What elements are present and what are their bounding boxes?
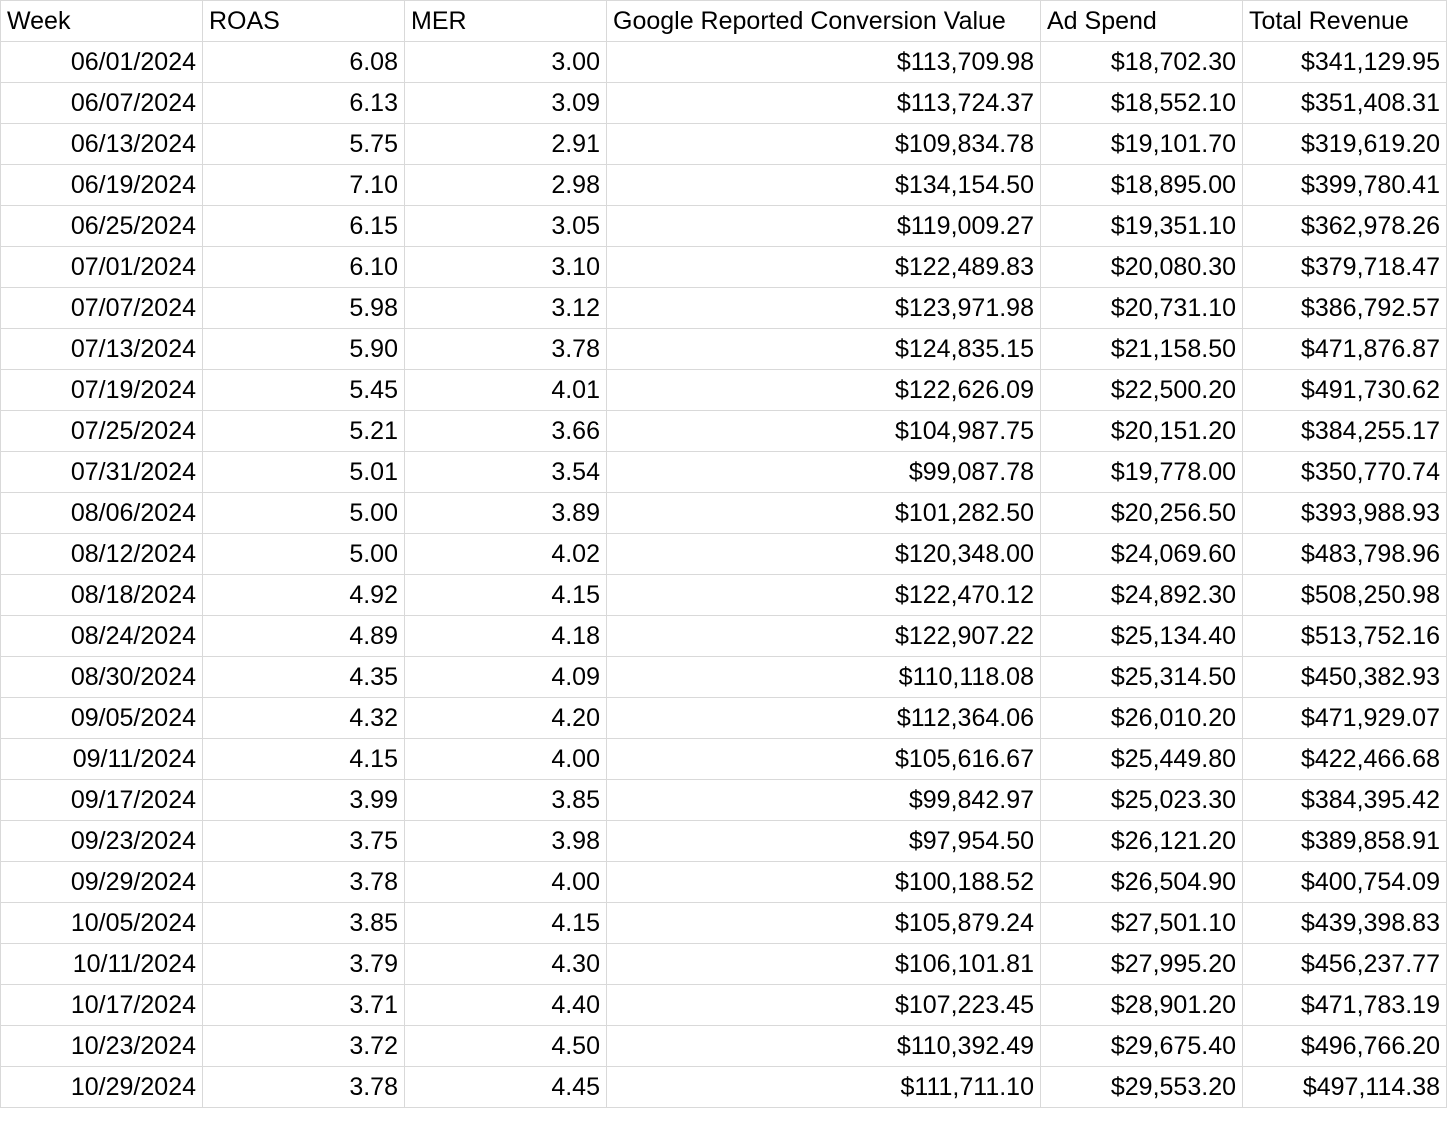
ad-spend-cell[interactable]: $20,731.10 bbox=[1041, 288, 1243, 329]
table-row bbox=[1, 739, 1447, 780]
ad-spend-cell[interactable]: $25,449.80 bbox=[1041, 739, 1243, 780]
ad-spend-cell[interactable]: $18,895.00 bbox=[1041, 165, 1243, 206]
roas-cell[interactable]: 3.78 bbox=[203, 1067, 405, 1108]
table-row bbox=[1, 165, 1447, 206]
total-revenue-cell[interactable]: $471,783.19 bbox=[1243, 985, 1447, 1026]
week-cell[interactable]: 09/11/2024 bbox=[1, 739, 203, 780]
total-revenue-cell[interactable]: $471,929.07 bbox=[1243, 698, 1447, 739]
roas-cell[interactable]: 3.99 bbox=[203, 780, 405, 821]
total-revenue-cell[interactable]: $513,752.16 bbox=[1243, 616, 1447, 657]
roas-cell[interactable]: 5.75 bbox=[203, 124, 405, 165]
table-row bbox=[1, 657, 1447, 698]
conversion-value-cell[interactable]: $105,616.67 bbox=[607, 739, 1041, 780]
total-revenue-cell[interactable]: $491,730.62 bbox=[1243, 370, 1447, 411]
mer-cell[interactable]: 4.30 bbox=[405, 944, 607, 985]
table-row bbox=[1, 1026, 1447, 1067]
ad-spend-cell[interactable]: $18,702.30 bbox=[1041, 42, 1243, 83]
conversion-value-cell[interactable]: $97,954.50 bbox=[607, 821, 1041, 862]
week-cell[interactable]: 07/01/2024 bbox=[1, 247, 203, 288]
ad-spend-cell[interactable]: $27,501.10 bbox=[1041, 903, 1243, 944]
ad-spend-cell[interactable]: $26,504.90 bbox=[1041, 862, 1243, 903]
roas-cell[interactable]: 7.10 bbox=[203, 165, 405, 206]
total-revenue-cell[interactable]: $497,114.38 bbox=[1243, 1067, 1447, 1108]
table-row bbox=[1, 452, 1447, 493]
table-row bbox=[1, 370, 1447, 411]
table-row bbox=[1, 329, 1447, 370]
roas-cell[interactable]: 5.90 bbox=[203, 329, 405, 370]
week-cell[interactable]: 07/19/2024 bbox=[1, 370, 203, 411]
table-body bbox=[1, 42, 1447, 1108]
week-cell[interactable]: 08/12/2024 bbox=[1, 534, 203, 575]
ad-spend-cell[interactable]: $27,995.20 bbox=[1041, 944, 1243, 985]
column-header-week[interactable]: Week bbox=[1, 1, 203, 42]
week-cell[interactable]: 09/17/2024 bbox=[1, 780, 203, 821]
roas-cell[interactable]: 3.79 bbox=[203, 944, 405, 985]
table-row bbox=[1, 288, 1447, 329]
conversion-value-cell[interactable]: $113,709.98 bbox=[607, 42, 1041, 83]
mer-cell[interactable]: 3.05 bbox=[405, 206, 607, 247]
column-header-ad-spend[interactable]: Ad Spend bbox=[1041, 1, 1243, 42]
mer-cell[interactable]: 4.09 bbox=[405, 657, 607, 698]
total-revenue-cell[interactable]: $350,770.74 bbox=[1243, 452, 1447, 493]
conversion-value-cell[interactable]: $113,724.37 bbox=[607, 83, 1041, 124]
conversion-value-cell[interactable]: $134,154.50 bbox=[607, 165, 1041, 206]
total-revenue-cell[interactable]: $450,382.93 bbox=[1243, 657, 1447, 698]
table-row bbox=[1, 616, 1447, 657]
ad-spend-cell[interactable]: $20,256.50 bbox=[1041, 493, 1243, 534]
week-cell[interactable]: 06/13/2024 bbox=[1, 124, 203, 165]
roas-cell[interactable]: 3.75 bbox=[203, 821, 405, 862]
mer-cell[interactable]: 4.18 bbox=[405, 616, 607, 657]
conversion-value-cell[interactable]: $122,626.09 bbox=[607, 370, 1041, 411]
mer-cell[interactable]: 2.98 bbox=[405, 165, 607, 206]
total-revenue-cell[interactable]: $400,754.09 bbox=[1243, 862, 1447, 903]
total-revenue-cell[interactable]: $341,129.95 bbox=[1243, 42, 1447, 83]
total-revenue-cell[interactable]: $362,978.26 bbox=[1243, 206, 1447, 247]
mer-cell[interactable]: 4.20 bbox=[405, 698, 607, 739]
total-revenue-cell[interactable]: $351,408.31 bbox=[1243, 83, 1447, 124]
ad-spend-cell[interactable]: $19,778.00 bbox=[1041, 452, 1243, 493]
conversion-value-cell[interactable]: $101,282.50 bbox=[607, 493, 1041, 534]
conversion-value-cell[interactable]: $112,364.06 bbox=[607, 698, 1041, 739]
total-revenue-cell[interactable]: $389,858.91 bbox=[1243, 821, 1447, 862]
conversion-value-cell[interactable]: $110,118.08 bbox=[607, 657, 1041, 698]
roas-cell[interactable]: 6.13 bbox=[203, 83, 405, 124]
mer-cell[interactable]: 4.00 bbox=[405, 739, 607, 780]
week-cell[interactable]: 09/29/2024 bbox=[1, 862, 203, 903]
roas-cell[interactable]: 3.85 bbox=[203, 903, 405, 944]
table-row bbox=[1, 534, 1447, 575]
total-revenue-cell[interactable]: $508,250.98 bbox=[1243, 575, 1447, 616]
table-row bbox=[1, 1067, 1447, 1108]
week-cell[interactable]: 07/25/2024 bbox=[1, 411, 203, 452]
column-header-mer[interactable]: MER bbox=[405, 1, 607, 42]
week-cell[interactable]: 06/19/2024 bbox=[1, 165, 203, 206]
ad-spend-cell[interactable]: $29,553.20 bbox=[1041, 1067, 1243, 1108]
mer-cell[interactable]: 4.40 bbox=[405, 985, 607, 1026]
mer-cell[interactable]: 3.66 bbox=[405, 411, 607, 452]
mer-cell[interactable]: 3.00 bbox=[405, 42, 607, 83]
conversion-value-cell[interactable]: $104,987.75 bbox=[607, 411, 1041, 452]
table-row bbox=[1, 42, 1447, 83]
conversion-value-cell[interactable]: $109,834.78 bbox=[607, 124, 1041, 165]
table-row bbox=[1, 862, 1447, 903]
total-revenue-cell[interactable]: $384,395.42 bbox=[1243, 780, 1447, 821]
mer-cell[interactable]: 3.89 bbox=[405, 493, 607, 534]
table-row bbox=[1, 780, 1447, 821]
column-header-total-revenue[interactable]: Total Revenue bbox=[1243, 1, 1447, 42]
conversion-value-cell[interactable]: $122,907.22 bbox=[607, 616, 1041, 657]
ad-spend-cell[interactable]: $29,675.40 bbox=[1041, 1026, 1243, 1067]
week-cell[interactable]: 10/11/2024 bbox=[1, 944, 203, 985]
week-cell[interactable]: 06/25/2024 bbox=[1, 206, 203, 247]
roas-cell[interactable]: 3.78 bbox=[203, 862, 405, 903]
week-cell[interactable]: 08/24/2024 bbox=[1, 616, 203, 657]
conversion-value-cell[interactable]: $99,087.78 bbox=[607, 452, 1041, 493]
conversion-value-cell[interactable]: $122,489.83 bbox=[607, 247, 1041, 288]
total-revenue-cell[interactable]: $439,398.83 bbox=[1243, 903, 1447, 944]
table-row bbox=[1, 83, 1447, 124]
week-cell[interactable]: 06/07/2024 bbox=[1, 83, 203, 124]
mer-cell[interactable]: 3.09 bbox=[405, 83, 607, 124]
column-header-google-conversion-value[interactable]: Google Reported Conversion Value bbox=[607, 1, 1041, 42]
mer-cell[interactable]: 4.15 bbox=[405, 575, 607, 616]
mer-cell[interactable]: 2.91 bbox=[405, 124, 607, 165]
table-row bbox=[1, 821, 1447, 862]
ad-spend-cell[interactable]: $20,151.20 bbox=[1041, 411, 1243, 452]
roas-cell[interactable]: 6.15 bbox=[203, 206, 405, 247]
week-cell[interactable]: 08/06/2024 bbox=[1, 493, 203, 534]
conversion-value-cell[interactable]: $119,009.27 bbox=[607, 206, 1041, 247]
mer-cell[interactable]: 4.15 bbox=[405, 903, 607, 944]
header-row bbox=[1, 1, 1447, 42]
mer-cell[interactable]: 4.00 bbox=[405, 862, 607, 903]
roas-cell[interactable]: 4.35 bbox=[203, 657, 405, 698]
conversion-value-cell[interactable]: $100,188.52 bbox=[607, 862, 1041, 903]
table-row bbox=[1, 575, 1447, 616]
ad-spend-cell[interactable]: $25,023.30 bbox=[1041, 780, 1243, 821]
ad-spend-cell[interactable]: $19,101.70 bbox=[1041, 124, 1243, 165]
week-cell[interactable]: 07/13/2024 bbox=[1, 329, 203, 370]
total-revenue-cell[interactable]: $456,237.77 bbox=[1243, 944, 1447, 985]
week-cell[interactable]: 10/17/2024 bbox=[1, 985, 203, 1026]
total-revenue-cell[interactable]: $496,766.20 bbox=[1243, 1026, 1447, 1067]
conversion-value-cell[interactable]: $110,392.49 bbox=[607, 1026, 1041, 1067]
mer-cell[interactable]: 4.45 bbox=[405, 1067, 607, 1108]
total-revenue-cell[interactable]: $422,466.68 bbox=[1243, 739, 1447, 780]
mer-cell[interactable]: 3.85 bbox=[405, 780, 607, 821]
conversion-value-cell[interactable]: $105,879.24 bbox=[607, 903, 1041, 944]
conversion-value-cell[interactable]: $124,835.15 bbox=[607, 329, 1041, 370]
roas-cell[interactable]: 6.08 bbox=[203, 42, 405, 83]
conversion-value-cell[interactable]: $120,348.00 bbox=[607, 534, 1041, 575]
total-revenue-cell[interactable]: $393,988.93 bbox=[1243, 493, 1447, 534]
ad-spend-cell[interactable]: $28,901.20 bbox=[1041, 985, 1243, 1026]
ad-spend-cell[interactable]: $20,080.30 bbox=[1041, 247, 1243, 288]
conversion-value-cell[interactable]: $123,971.98 bbox=[607, 288, 1041, 329]
roas-cell[interactable]: 6.10 bbox=[203, 247, 405, 288]
week-cell[interactable]: 10/05/2024 bbox=[1, 903, 203, 944]
total-revenue-cell[interactable]: $379,718.47 bbox=[1243, 247, 1447, 288]
table-row bbox=[1, 985, 1447, 1026]
week-cell[interactable]: 08/30/2024 bbox=[1, 657, 203, 698]
table-row bbox=[1, 124, 1447, 165]
total-revenue-cell[interactable]: $399,780.41 bbox=[1243, 165, 1447, 206]
roas-cell[interactable]: 5.00 bbox=[203, 534, 405, 575]
total-revenue-cell[interactable]: $471,876.87 bbox=[1243, 329, 1447, 370]
mer-cell[interactable]: 4.50 bbox=[405, 1026, 607, 1067]
total-revenue-cell[interactable]: $386,792.57 bbox=[1243, 288, 1447, 329]
table-row bbox=[1, 944, 1447, 985]
mer-cell[interactable]: 4.01 bbox=[405, 370, 607, 411]
week-cell[interactable]: 10/29/2024 bbox=[1, 1067, 203, 1108]
ad-spend-cell[interactable]: $25,314.50 bbox=[1041, 657, 1243, 698]
week-cell[interactable]: 09/05/2024 bbox=[1, 698, 203, 739]
roas-cell[interactable]: 4.32 bbox=[203, 698, 405, 739]
ad-spend-cell[interactable]: $24,069.60 bbox=[1041, 534, 1243, 575]
ad-spend-cell[interactable]: $22,500.20 bbox=[1041, 370, 1243, 411]
roas-cell[interactable]: 5.45 bbox=[203, 370, 405, 411]
total-revenue-cell[interactable]: $483,798.96 bbox=[1243, 534, 1447, 575]
roas-cell[interactable]: 3.71 bbox=[203, 985, 405, 1026]
roas-cell[interactable]: 5.01 bbox=[203, 452, 405, 493]
table-row bbox=[1, 903, 1447, 944]
mer-cell[interactable]: 3.10 bbox=[405, 247, 607, 288]
week-cell[interactable]: 08/18/2024 bbox=[1, 575, 203, 616]
week-cell[interactable]: 06/01/2024 bbox=[1, 42, 203, 83]
roas-cell[interactable]: 5.21 bbox=[203, 411, 405, 452]
total-revenue-cell[interactable]: $319,619.20 bbox=[1243, 124, 1447, 165]
ad-spend-cell[interactable]: $19,351.10 bbox=[1041, 206, 1243, 247]
ad-spend-cell[interactable]: $24,892.30 bbox=[1041, 575, 1243, 616]
roas-cell[interactable]: 4.92 bbox=[203, 575, 405, 616]
mer-cell[interactable]: 3.78 bbox=[405, 329, 607, 370]
week-cell[interactable]: 07/31/2024 bbox=[1, 452, 203, 493]
table-row bbox=[1, 411, 1447, 452]
mer-cell[interactable]: 4.02 bbox=[405, 534, 607, 575]
conversion-value-cell[interactable]: $122,470.12 bbox=[607, 575, 1041, 616]
mer-cell[interactable]: 3.12 bbox=[405, 288, 607, 329]
conversion-value-cell[interactable]: $99,842.97 bbox=[607, 780, 1041, 821]
week-cell[interactable]: 07/07/2024 bbox=[1, 288, 203, 329]
ad-spend-cell[interactable]: $18,552.10 bbox=[1041, 83, 1243, 124]
mer-cell[interactable]: 3.98 bbox=[405, 821, 607, 862]
total-revenue-cell[interactable]: $384,255.17 bbox=[1243, 411, 1447, 452]
ad-spend-cell[interactable]: $26,010.20 bbox=[1041, 698, 1243, 739]
table-row bbox=[1, 247, 1447, 288]
table-row bbox=[1, 698, 1447, 739]
roas-cell[interactable]: 4.15 bbox=[203, 739, 405, 780]
roas-cell[interactable]: 4.89 bbox=[203, 616, 405, 657]
conversion-value-cell[interactable]: $111,711.10 bbox=[607, 1067, 1041, 1108]
conversion-value-cell[interactable]: $106,101.81 bbox=[607, 944, 1041, 985]
ad-spend-cell[interactable]: $25,134.40 bbox=[1041, 616, 1243, 657]
ad-spend-cell[interactable]: $26,121.20 bbox=[1041, 821, 1243, 862]
column-header-roas[interactable]: ROAS bbox=[203, 1, 405, 42]
roas-cell[interactable]: 5.00 bbox=[203, 493, 405, 534]
roas-cell[interactable]: 3.72 bbox=[203, 1026, 405, 1067]
table-row bbox=[1, 493, 1447, 534]
week-cell[interactable]: 09/23/2024 bbox=[1, 821, 203, 862]
table-row bbox=[1, 206, 1447, 247]
mer-cell[interactable]: 3.54 bbox=[405, 452, 607, 493]
roas-cell[interactable]: 5.98 bbox=[203, 288, 405, 329]
conversion-value-cell[interactable]: $107,223.45 bbox=[607, 985, 1041, 1026]
week-cell[interactable]: 10/23/2024 bbox=[1, 1026, 203, 1067]
ad-spend-cell[interactable]: $21,158.50 bbox=[1041, 329, 1243, 370]
